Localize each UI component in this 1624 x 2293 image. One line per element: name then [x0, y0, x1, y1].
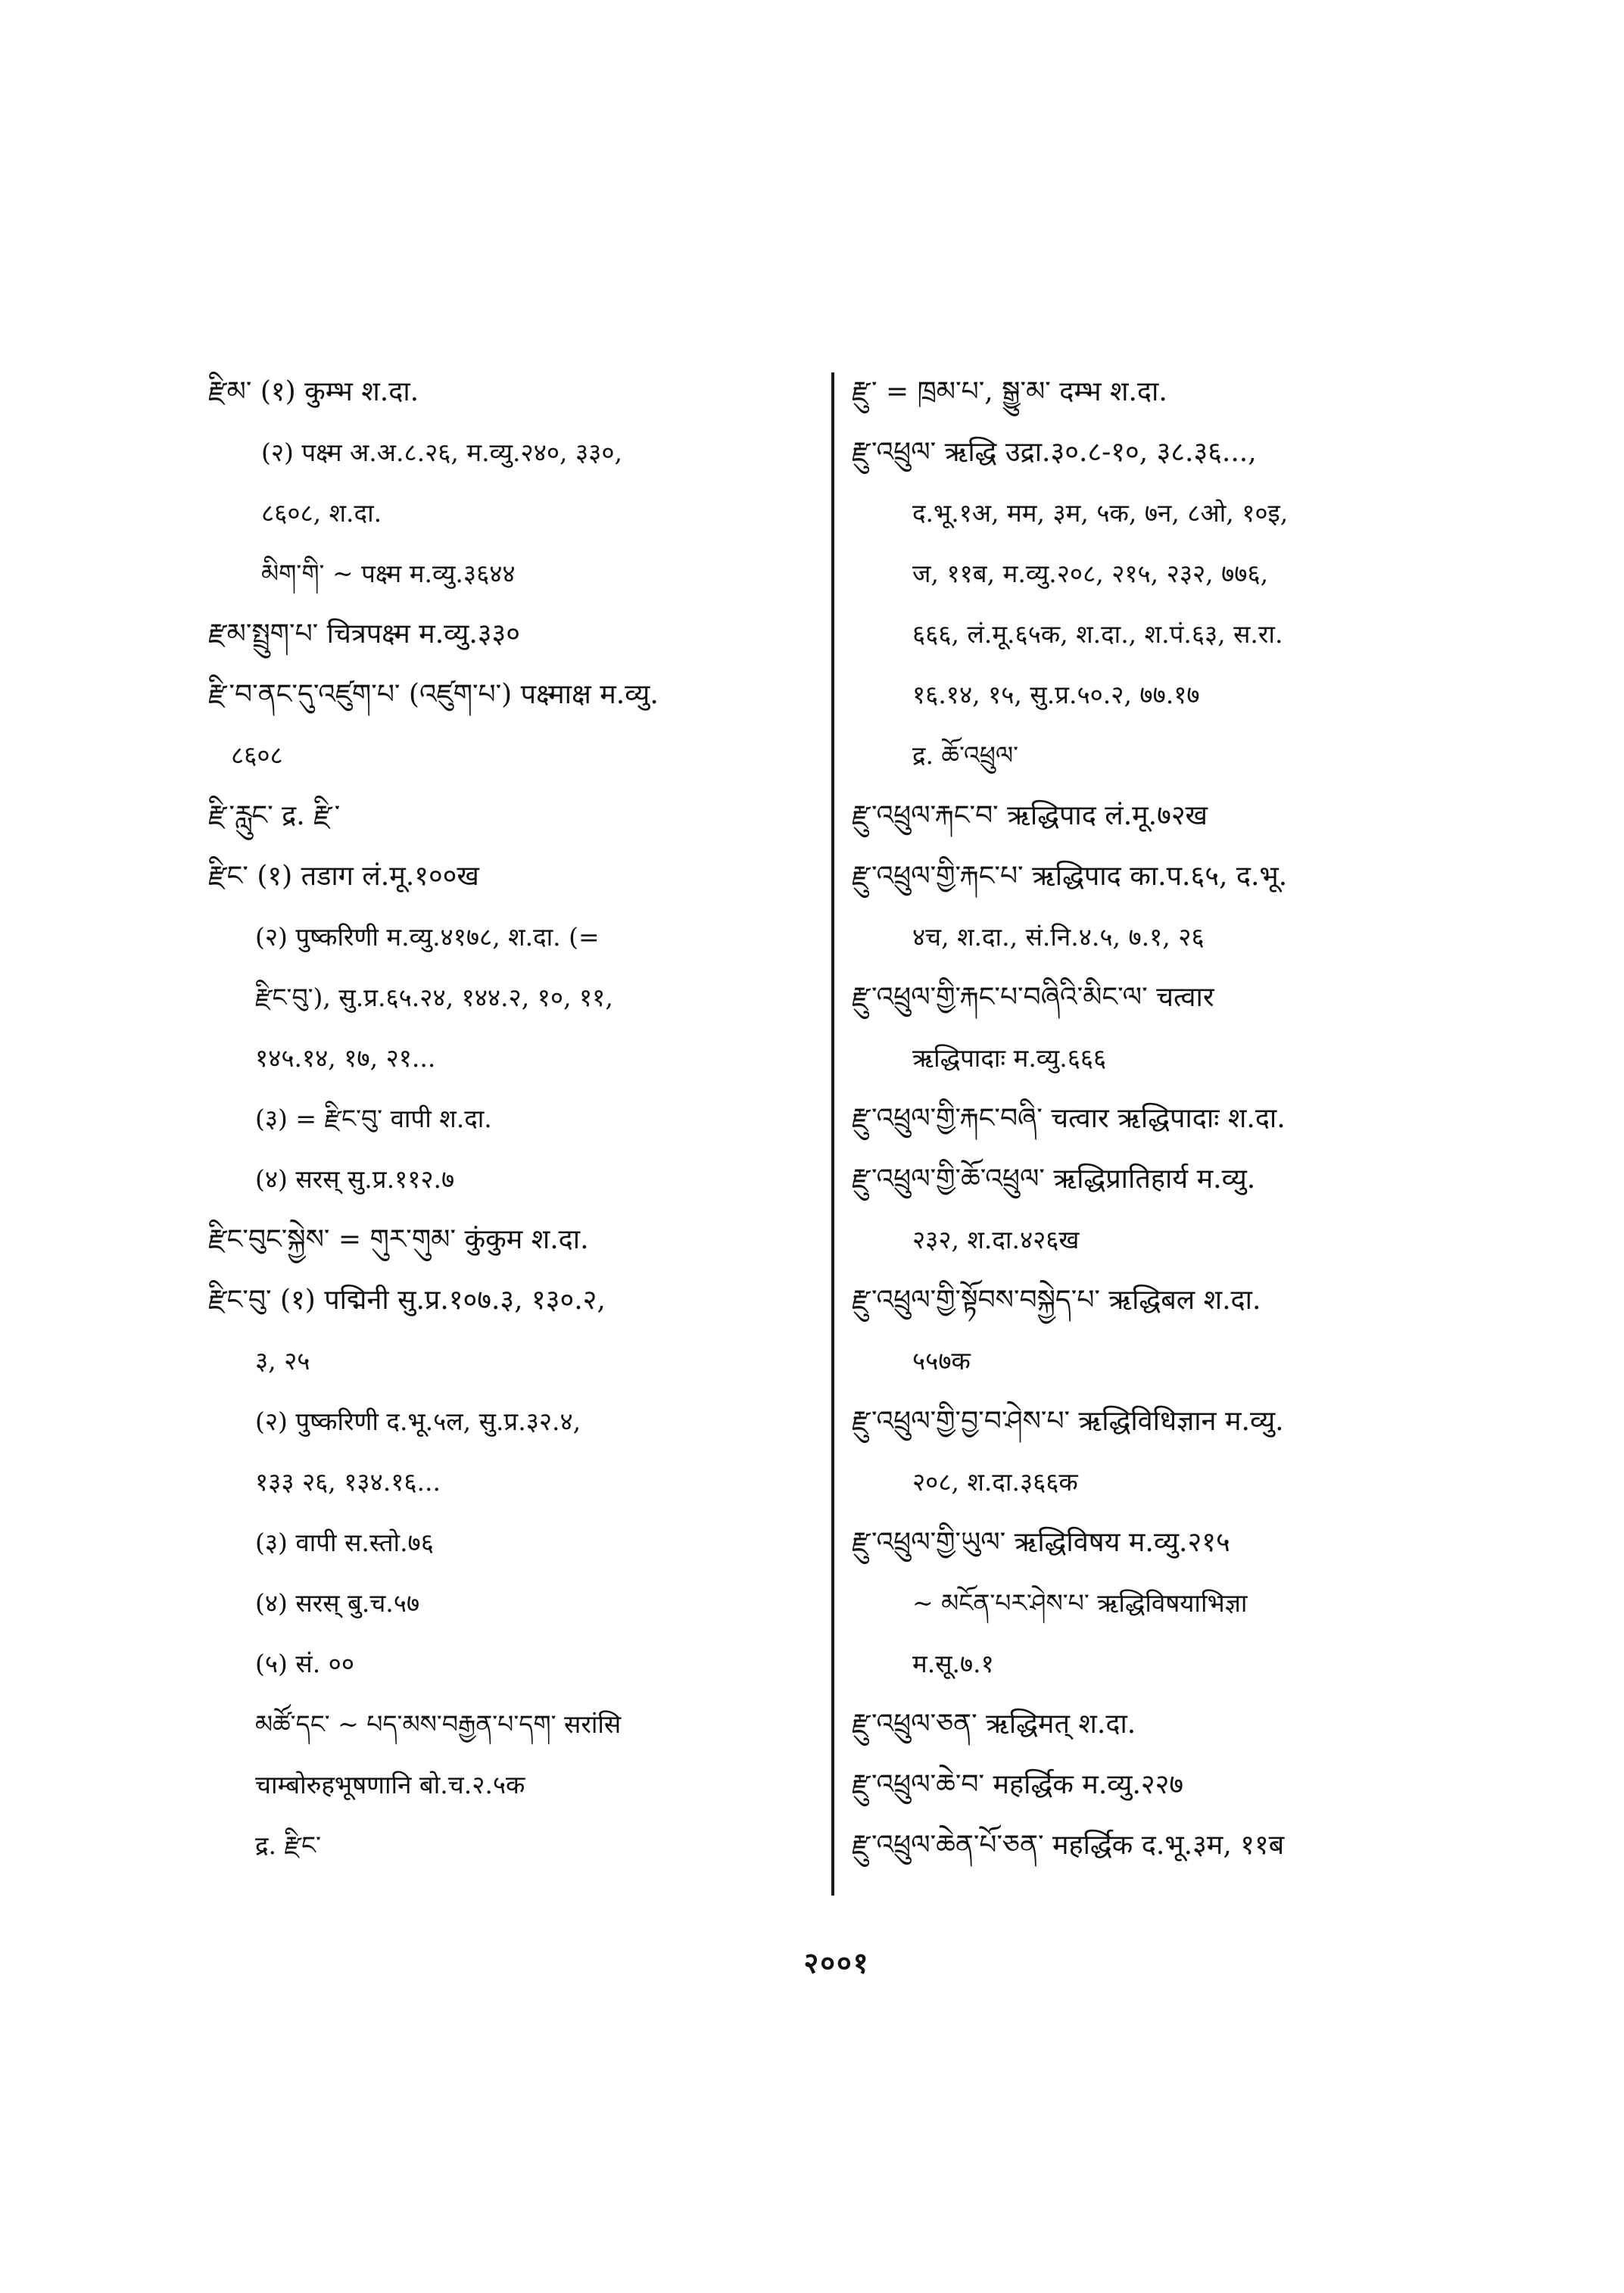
entry-line: द्र. རྫིང་: [255, 1830, 321, 1860]
entry-line: (२) पुष्करिणी म.व्यु.४१७८, श.दा. (=: [255, 922, 600, 952]
entry-line: ~ མངོན་པར་ཤེས་པ་ ऋद्धिविषयाभिज्ञा: [912, 1588, 1248, 1618]
entry-headword-line: རྫུ་འཕྲུལ་གྱི་རྐང་བཞི་ चत्वार ऋद्धिपादाः श.दा.: [852, 1103, 1286, 1134]
entry-headword-line: རྫི་བ་ནང་དུ་འཛུག་པ་ (འཛུག་པ་) पक्ष्माक्ष म.व्यु.: [208, 679, 659, 710]
entry-line: २३२, श.दा.४२६ख: [912, 1225, 1080, 1254]
entry-line: (३) = རྫིང་བུ་ वापी श.दा.: [255, 1104, 492, 1133]
entry-line: २०८, श.दा.३६६क: [912, 1467, 1078, 1497]
entry-line: རྫིང་བུ་), सु.प्र.६५.२४, १४४.२, १०, ११,: [255, 983, 613, 1012]
entry-line: ६६६, लं.मू.६५क, श.दा., श.पं.६३, स.रा.: [912, 619, 1283, 649]
entry-line: ४च, श.दा., सं.नि.४.५, ७.१, २६: [912, 922, 1205, 952]
entry-headword-line: རྫི་རླུང་ द्र. རྫི་: [208, 800, 341, 831]
entry-headword-line: རྫུ་འཕྲུལ་གྱི་བྱ་བ་ཤེས་པ་ ऋद्धिविधिज्ञान म.व्यु.: [852, 1406, 1284, 1437]
entry-line: མིག་གི་ ~ पक्ष्म म.व्यु.३६४४: [261, 559, 516, 588]
entry-line: ऋद्धिपादाः म.व्यु.६६६: [912, 1043, 1107, 1073]
entry-headword-line: རྫུ་འཕྲུལ་གྱི་ཡུལ་ ऋद्धिविषय म.व्यु.२१५: [852, 1527, 1230, 1558]
entry-line: མཚོ་དང་ ~ པད་མས་བརྒྱན་པ་དག་ सरांसि: [255, 1709, 622, 1739]
entry-line: ज, ११ब, म.व्यु.२०८, २१५, २३२, ७७६,: [912, 559, 1269, 588]
entry-line: १४५.१४, १७, २१...: [255, 1043, 436, 1073]
entry-headword-line: རྫུ་འཕྲུལ་རྐང་བ་ ऋद्धिपाद लं.मू.७२ख: [852, 800, 1208, 831]
entry-line: ३, २५: [255, 1346, 310, 1375]
left-column: [208, 362, 814, 1876]
entry-headword-line: རྫུ་འཕྲུལ་ ऋद्धि उद्रा.३०.८-१०, ३८.३६...,: [852, 437, 1257, 468]
entry-headword-line: རྫུ་འཕྲུལ་གྱི་རྐང་པ་ ऋद्धिपाद का.प.६५, द.भू.: [852, 861, 1288, 892]
entry-line: (५) सं. ००: [255, 1649, 355, 1678]
entry-line: (४) सरस् बु.च.५७: [255, 1588, 420, 1618]
entry-headword-line: རྫུ་འཕྲུལ་གྱི་རྐང་པ་བཞིའི་མིང་ལ་ चत्वार: [852, 982, 1214, 1013]
entry-line: ८६०८: [231, 740, 283, 770]
entry-line: (३) वापी स.स्तो.७६: [255, 1528, 434, 1557]
entry-line: (२) पक्ष्म अ.अ.८.२६, म.व्यु.२४०, ३३०,: [261, 438, 622, 467]
entry-line: (२) पुष्करिणी द.भू.५ल, सु.प्र.३२.४,: [255, 1407, 581, 1436]
entry-line: ८६०८, श.दा.: [261, 498, 382, 528]
entry-line: १६.१४, १५, सु.प्र.५०.२, ७७.१७: [912, 680, 1200, 709]
entry-line: म.सू.७.१: [912, 1649, 994, 1678]
entry-headword-line: རྫུ་འཕྲུལ་གྱི་སྟོབས་བསྐྱེད་པ་ ऋद्धिबल श.दा.: [852, 1285, 1261, 1316]
right-column: [852, 362, 1457, 1876]
entry-headword-line: རྫུ་འཕྲུལ་ཅན་ ऋद्धिमत् श.दा.: [852, 1709, 1136, 1740]
entry-headword-line: རྫིང་བུང་སྐྱེས་ = གུར་གུམ་ कुंकुम श.दा.: [208, 1224, 589, 1255]
page-number: २००१: [803, 1946, 870, 1980]
column-divider: [831, 372, 834, 1896]
entry-line: द्र. ཆོ་འཕྲུལ་: [912, 740, 1019, 770]
entry-line: ५५७क: [912, 1346, 971, 1375]
entry-line: चाम्बोरुहभूषणानि बो.च.२.५क: [255, 1770, 525, 1799]
entry-headword-line: རྫིང་ (१) तडाग लं.मू.१००ख: [208, 861, 479, 892]
entry-line: (४) सरस् सु.प्र.११२.७: [255, 1164, 455, 1194]
entry-headword-line: རྫུ་འཕྲུལ་ཆེན་པོ་ཅན་ महर्द्धिक द.भू.३म, ११ब: [852, 1830, 1285, 1861]
entry-headword-line: རྫིམ་ (१) कुम्भ श.दा.: [208, 376, 419, 407]
entry-headword-line: རྫམ་སྤྲུག་པ་ चित्रपक्ष्म म.व्यु.३३०: [208, 618, 520, 650]
entry-line: १३३ २६, १३४.१६...: [255, 1467, 441, 1497]
entry-headword-line: རྫིང་བུ་ (१) पद्मिनी सु.प्र.१०७.३, १३०.२,: [208, 1285, 606, 1316]
entry-line: द.भू.१अ, मम, ३म, ५क, ७न, ८ओ, १०इ,: [912, 498, 1289, 528]
entry-headword-line: རྫུ་འཕྲུལ་ཆེ་བ་ महर्द्धिक म.व्यु.२२७: [852, 1769, 1184, 1800]
entry-headword-line: རྫུ་ = ཁྲམ་པ་, སྒྱུ་མ་ दम्भ श.दा.: [852, 376, 1167, 407]
entry-headword-line: རྫུ་འཕྲུལ་གྱི་ཆོ་འཕྲུལ་ ऋद्धिप्रातिहार्य म.व्यु.: [852, 1164, 1256, 1195]
